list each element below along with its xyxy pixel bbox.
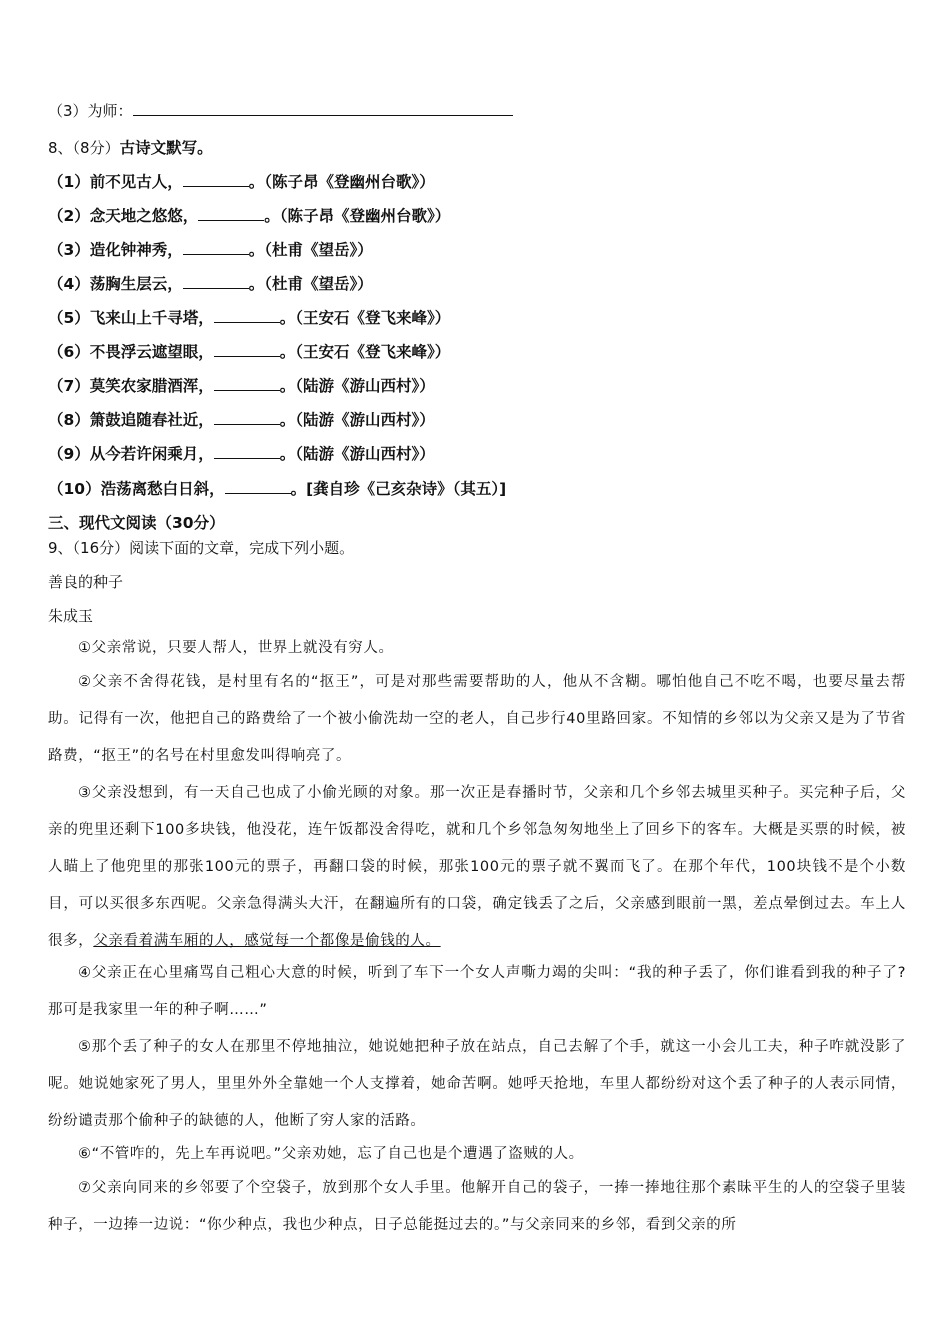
q8-item-source: 。（陆游《游山西村》） <box>279 445 435 463</box>
q8-item <box>48 204 450 226</box>
q8-item-source: 。（王安石《登飞来峰》） <box>279 343 451 361</box>
question-8-header <box>48 136 213 158</box>
article-paragraph-2: ②父亲不舍得花钱，是村里有名的“抠王”，可是对那些需要帮助的人，他从不含糊。哪怕他自己不吃不喝，也要尽量去帮助。记得有一次，他把自己的路费给了一个被小偷洗劫一空的老人，自己步行40里路回家。不知情的乡邻以为父亲又是为了节省路费，“抠王”的名号在村里愈发叫得响亮了。 <box>48 674 906 764</box>
answer-blank[interactable] <box>183 273 249 290</box>
q8-item-prompt: （2）念天地之悠悠， <box>48 207 199 225</box>
question-9-header: 9、（16分）阅读下面的文章，完成下列小题。 <box>48 539 355 557</box>
q8-item-prompt: （1）前不见古人， <box>48 173 183 191</box>
answer-blank[interactable] <box>225 478 291 495</box>
q8-item <box>48 272 373 294</box>
answer-blank[interactable] <box>183 239 249 256</box>
q8-item-prompt: （9）从今若许闲乘月， <box>48 445 214 463</box>
article-paragraph-3-text: ③父亲没想到，有一天自己也成了小偷光顾的对象。那一次正是春播时节，父亲和几个乡邻去城里买种子。买完种子后，父亲的兜里还剩下100多块钱，他没花，连午饭都没舍得吃，就和几个乡邻急匆匆地坐上了回乡下的客车。大概是买票的时候，被人瞄上了他兜里的那张100元的票子，再翻口袋的时候，那张100元的票子就不翼而飞了。在那个年代，100块钱不是个小数目，可以买很多东西呢。父亲急得满头大汗，在翻遍所有的口袋，确定钱丢了之后，父亲感到眼前一黑，差点晕倒过去。车上人很多， <box>48 785 906 949</box>
q8-item-source: 。（陈子昂《登幽州台歌》） <box>264 207 451 225</box>
q8-item-prompt: （8）箫鼓追随春社近， <box>48 411 214 429</box>
article-paragraph-5: ⑤那个丢了种子的女人在那里不停地抽泣，她说她把种子放在站点，自己去解了个手，就这一小会儿工夫，种子咋就没影了呢。她说她家死了男人，里里外外全靠她一个人支撑着，她命苦啊。她呼天抢地，车里人都纷纷对这个丢了种子的人表示同情，纷纷谴责那个偷种子的缺德的人，他断了穷人家的活路。 <box>48 1039 906 1129</box>
q8-item-prompt: （6）不畏浮云遮望眼， <box>48 343 214 361</box>
article-title: 善良的种子 <box>48 573 124 591</box>
section-3-title: 三、现代文阅读（30分） <box>48 514 225 532</box>
q7-item-3 <box>48 100 513 121</box>
article-paragraph-7: ⑦父亲向同来的乡邻要了个空袋子，放到那个女人手里。他解开自己的袋子，一捧一捧地往那个素昧平生的人的空袋子里装种子，一边捧一边说：“你少种点，我也少种点，日子总能挺过去的。”与父亲同来的乡邻，看到父亲的所 <box>48 1180 906 1233</box>
question-8-title: 古诗文默写。 <box>119 139 213 157</box>
q8-item-prompt: （3）造化钟神秀， <box>48 241 183 259</box>
q8-item-source: 。（杜甫《望岳》） <box>248 241 373 259</box>
answer-blank[interactable] <box>214 375 280 392</box>
q8-item-source: 。（陈子昂《登幽州台歌》） <box>248 173 435 191</box>
q8-item <box>48 374 435 396</box>
article-paragraph-6: ⑥“不管咋的，先上车再说吧。”父亲劝她，忘了自己也是个遭遇了盗贼的人。 <box>78 1146 584 1162</box>
q8-item <box>48 408 435 430</box>
q8-item-prompt: （4）荡胸生层云， <box>48 275 183 293</box>
q8-item <box>48 306 450 328</box>
q8-item <box>48 477 506 499</box>
answer-blank[interactable] <box>183 171 249 188</box>
answer-blank[interactable] <box>198 205 264 222</box>
article-author: 朱成玉 <box>48 607 94 625</box>
q8-item <box>48 442 435 464</box>
answer-blank[interactable] <box>214 341 280 358</box>
q8-item-prompt: （5）飞来山上千寻塔， <box>48 309 214 327</box>
answer-blank[interactable] <box>214 409 280 426</box>
q8-item <box>48 238 373 260</box>
article-paragraph-1: ①父亲常说，只要人帮人，世界上就没有穷人。 <box>78 640 394 656</box>
q8-item <box>48 170 435 192</box>
article-paragraph-3 <box>48 775 906 960</box>
q8-item-prompt: （7）莫笑农家腊酒浑， <box>48 377 214 395</box>
q8-item-source: 。[龚自珍《己亥杂诗》（其五）] <box>290 480 507 498</box>
q7-item-3-label: （3）为师： <box>48 102 133 120</box>
q8-item-source: 。（杜甫《望岳》） <box>248 275 373 293</box>
answer-blank[interactable] <box>214 307 280 324</box>
q8-item <box>48 340 450 362</box>
answer-blank[interactable] <box>133 100 513 116</box>
q8-item-source: 。（王安石《登飞来峰》） <box>279 309 451 327</box>
answer-blank[interactable] <box>214 443 280 460</box>
q8-item-prompt: （10）浩荡离愁白日斜， <box>48 480 225 498</box>
q8-item-source: 。（陆游《游山西村》） <box>279 377 435 395</box>
q8-item-source: 。（陆游《游山西村》） <box>279 411 435 429</box>
article-paragraph-4: ④父亲正在心里痛骂自己粗心大意的时候，听到了车下一个女人声嘶力竭的尖叫：“我的种子丢了，你们谁看到我的种子了?那可是我家里一年的种子啊……” <box>48 965 906 1018</box>
underlined-sentence: 父亲看着满车厢的人，感觉每一个都像是偷钱的人。 <box>93 933 441 949</box>
question-8-number: 8、（8分） <box>48 139 120 157</box>
